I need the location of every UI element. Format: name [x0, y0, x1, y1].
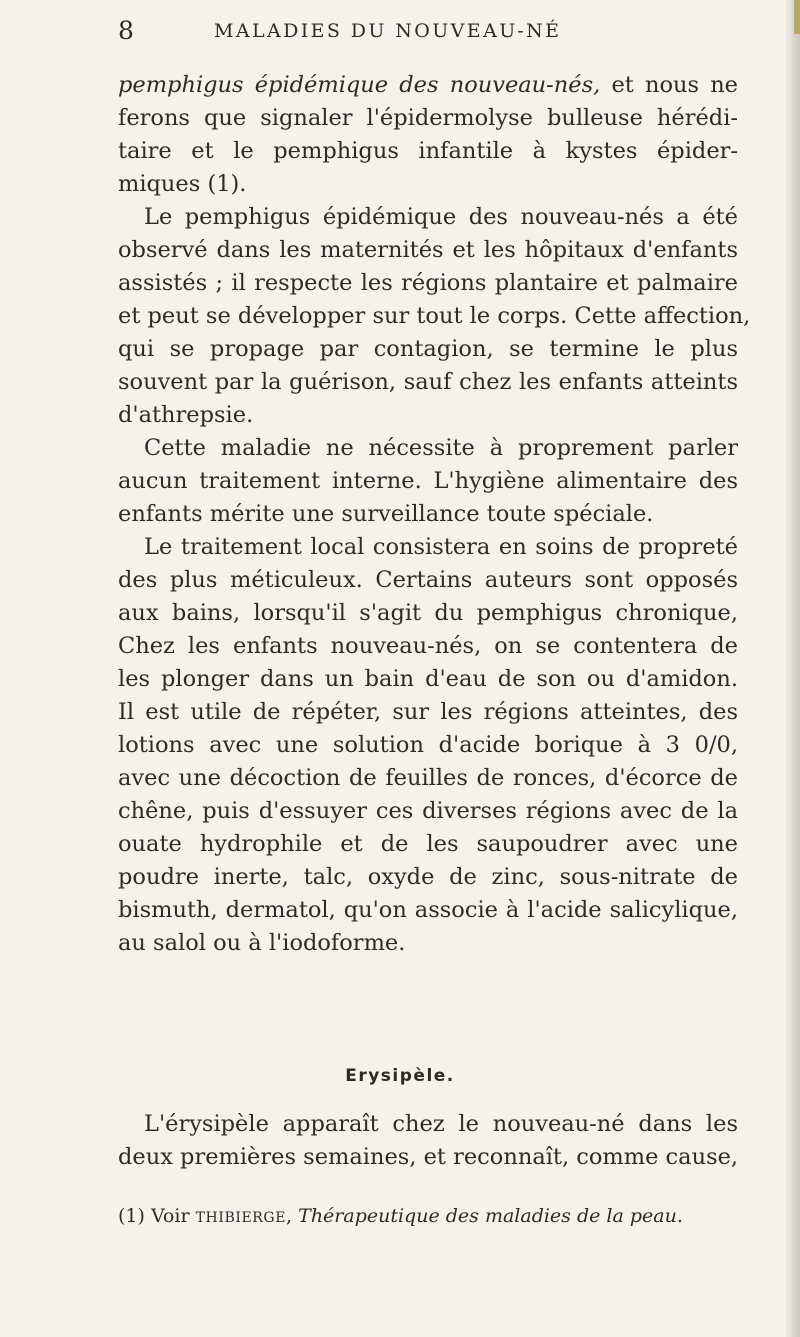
text-line: Cette maladie ne nécessite à proprement parler — [144, 435, 738, 461]
text-line: taire et le pemphigus infantile à kystes épider- — [118, 138, 738, 164]
page-edge-shadow — [786, 0, 800, 1337]
text-line: Il est utile de répéter, sur les régions atteintes, des — [118, 699, 738, 725]
text-fragment: et nous ne — [600, 72, 738, 98]
running-header — [0, 14, 800, 50]
text-line: les plonger dans un bain d'eau de son ou d'amidon. — [118, 666, 738, 692]
text-line — [118, 69, 738, 102]
footnote — [118, 1203, 758, 1231]
footnote-separator: , — [286, 1205, 299, 1227]
text-line: Le traitement local consistera en soins de propreté — [144, 534, 738, 560]
text-line: d'athrepsie. — [118, 402, 254, 428]
italic-phrase: pemphigus épidémique des nouveau-nés, — [118, 72, 601, 98]
footnote-title: Thérapeutique des maladies de la peau. — [298, 1205, 683, 1227]
text-line: assistés ; il respecte les régions plantaire et palmaire — [118, 270, 738, 296]
text-line: chêne, puis d'essuyer ces diverses régions avec de la — [118, 798, 738, 824]
text-line: enfants mérite une surveillance toute spéciale. — [118, 501, 654, 527]
text-line: ouate hydrophile et de les saupoudrer avec une — [118, 831, 738, 857]
text-line: qui se propage par contagion, se termine le plus — [118, 336, 738, 362]
page-number: 8 — [118, 16, 135, 45]
section-heading: Erysipèle. — [345, 1066, 455, 1086]
text-line: Chez les enfants nouveau-nés, on se contentera de — [118, 633, 738, 659]
text-line: miques (1). — [118, 171, 247, 197]
text-line: lotions avec une solution d'acide borique à 3 0/0, — [118, 732, 738, 758]
footnote-marker: (1) Voir — [118, 1205, 196, 1227]
text-line: avec une décoction de feuilles de ronces, d'écorce de — [118, 765, 738, 791]
text-line: Le pemphigus épidémique des nouveau-nés a été — [144, 204, 738, 230]
text-line: des plus méticuleux. Certains auteurs sont opposés — [118, 567, 738, 593]
text-line: L'érysipèle apparaît chez le nouveau-né dans les — [144, 1111, 738, 1137]
text-line: aucun traitement interne. L'hygiène alimentaire des — [118, 468, 738, 494]
text-line: ferons que signaler l'épidermolyse bulleuse hérédi- — [118, 105, 738, 131]
text-line: au salol ou à l'iodoforme. — [118, 930, 406, 956]
text-line: et peut se développer sur tout le corps. Cette affection, — [118, 303, 751, 329]
text-line: souvent par la guérison, sauf chez les enfants atteints — [118, 369, 738, 395]
body-text — [118, 69, 751, 960]
running-title: MALADIES DU NOUVEAU-NÉ — [214, 20, 562, 42]
footnote-author: THIBIERGE — [195, 1210, 287, 1226]
text-line: observé dans les maternités et les hôpitaux d'enfants — [118, 237, 738, 263]
text-line: deux premières semaines, et reconnaît, comme cause, — [118, 1144, 739, 1170]
text-line: bismuth, dermatol, qu'on associe à l'acide salicylique, — [118, 897, 738, 923]
body-text-continued — [118, 1108, 738, 1174]
text-line: aux bains, lorsqu'il s'agit du pemphigus chronique, — [118, 600, 738, 626]
text-line: poudre inerte, talc, oxyde de zinc, sous-nitrate de — [118, 864, 738, 890]
